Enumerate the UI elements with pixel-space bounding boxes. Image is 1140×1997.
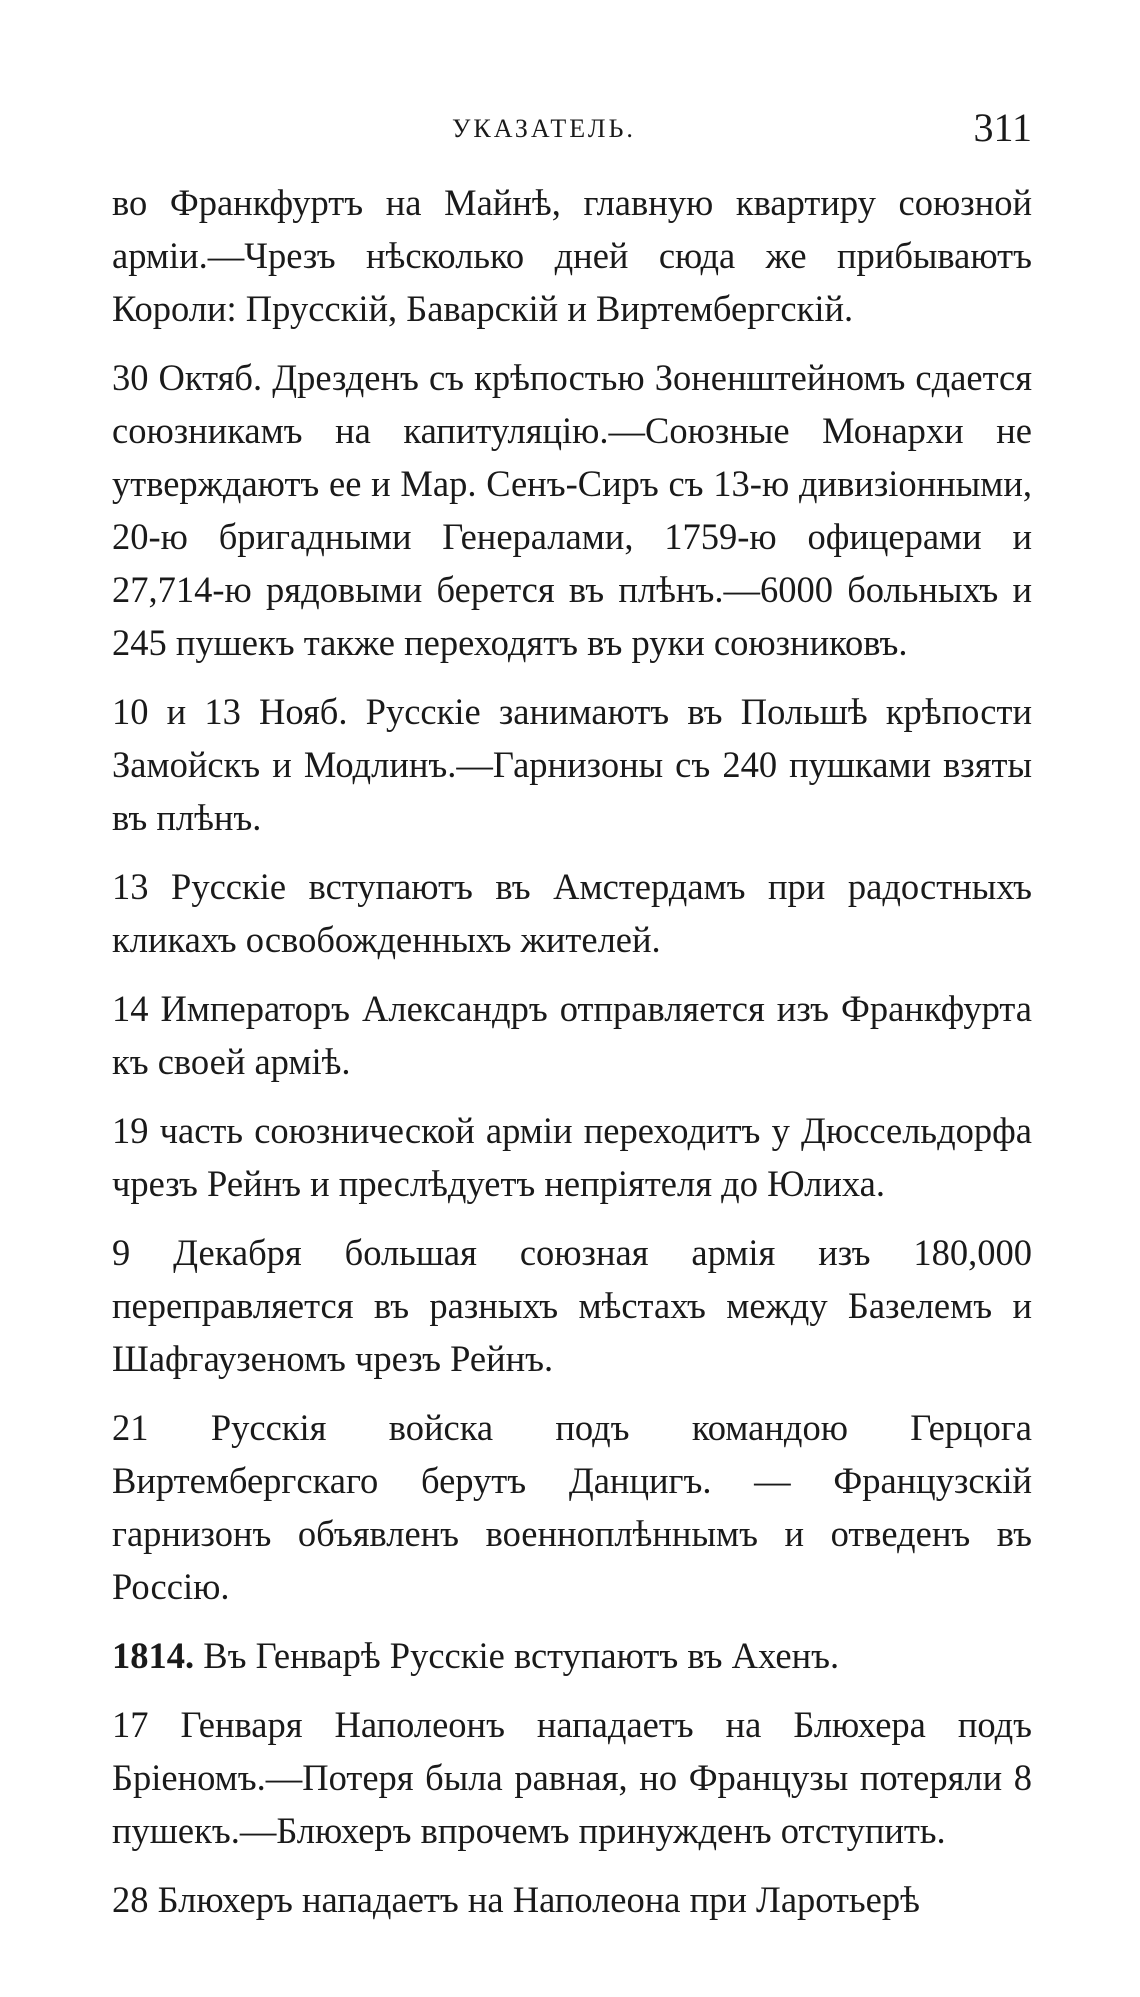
entry-text: Блюхеръ нападаетъ на Наполеона при Ларотьерѣ — [157, 1879, 920, 1920]
entry-30-october — [112, 351, 1032, 669]
entry-text: Русскіе вступаютъ въ Амстердамъ при радостныхъ кликахъ освобожденныхъ жителей. — [112, 866, 1032, 960]
entry-text: большая союзная армія изъ 180,000 переправляется въ разныхъ мѣстахъ между Базелемъ и Шафгаузеномъ чрезъ Рейнъ. — [112, 1232, 1032, 1379]
entry-date: 10 и 13 Нояб. — [112, 691, 348, 732]
entry-28 — [112, 1873, 1032, 1926]
entry-text: Императоръ Александръ отправляется изъ Франкфурта къ своей арміѣ. — [112, 988, 1033, 1082]
paragraph-text: во Франкфуртъ на Майнѣ, главную квартиру союзной арміи.—Чрезъ нѣсколько дней сюда же прибываютъ Короли: Прусскій, Баварскій и Виртембергскій. — [112, 182, 1032, 329]
entry-1814 — [112, 1629, 1032, 1682]
entry-19 — [112, 1104, 1032, 1210]
entry-date: 14 — [112, 988, 149, 1029]
body-text — [112, 176, 1032, 1942]
entry-21 — [112, 1401, 1032, 1613]
entry-9-december — [112, 1226, 1032, 1385]
entry-date: 9 Декабря — [112, 1232, 302, 1273]
entry-date: 28 — [112, 1879, 149, 1920]
entry-10-13-november — [112, 685, 1032, 844]
entry-17-january — [112, 1698, 1032, 1857]
entry-text: часть союзнической арміи переходитъ у Дюссельдорфа чрезъ Рейнъ и преслѣдуетъ непріятеля до Юлиха. — [112, 1110, 1032, 1204]
entry-text: Русскія войска подъ командою Герцога Виртембергскаго берутъ Данцигъ. — Французскій гарнизонъ объявленъ военноплѣннымъ и отведенъ въ Россію. — [112, 1407, 1032, 1607]
entry-14 — [112, 982, 1032, 1088]
running-title: УКАЗАТЕЛЬ. — [452, 114, 636, 143]
entry-date: 13 — [112, 866, 149, 907]
entry-year: 1814. — [112, 1635, 195, 1676]
entry-text: Въ Генварѣ Русскіе вступаютъ въ Ахенъ. — [203, 1635, 840, 1676]
running-head — [112, 104, 1032, 164]
entry-date: 21 — [112, 1407, 149, 1448]
entry-text: Русскіе занимаютъ въ Польшѣ крѣпости Замойскъ и Модлинъ.—Гарнизоны съ 240 пушками взяты въ плѣнъ. — [112, 691, 1032, 838]
entry-text: Дрезденъ съ крѣпостью Зоненштейномъ сдается союзникамъ на капитуляцію.—Союзные Монархи не утверждаютъ ее и Мар. Сенъ-Сиръ съ 13-ю дивизіонными, 20-ю бригадными Генералами, 1759-ю офицерами и 27,714-ю рядовыми берется въ плѣнъ.—6000 больныхъ и 245 пушекъ также переходятъ въ руки союзниковъ. — [112, 357, 1032, 663]
page-number: 311 — [973, 105, 1032, 150]
entry-text: Наполеонъ нападаетъ на Блюхера подъ Бріеномъ.—Потеря была равная, но Французы потеряли 8 пушекъ.—Блюхеръ впрочемъ принужденъ отступить. — [112, 1704, 1033, 1851]
entry-date: 17 Генваря — [112, 1704, 303, 1745]
entry-date: 19 — [112, 1110, 149, 1151]
entry-13 — [112, 860, 1032, 966]
entry-date: 30 Октяб. — [112, 357, 263, 398]
paragraph-continuation — [112, 176, 1032, 335]
